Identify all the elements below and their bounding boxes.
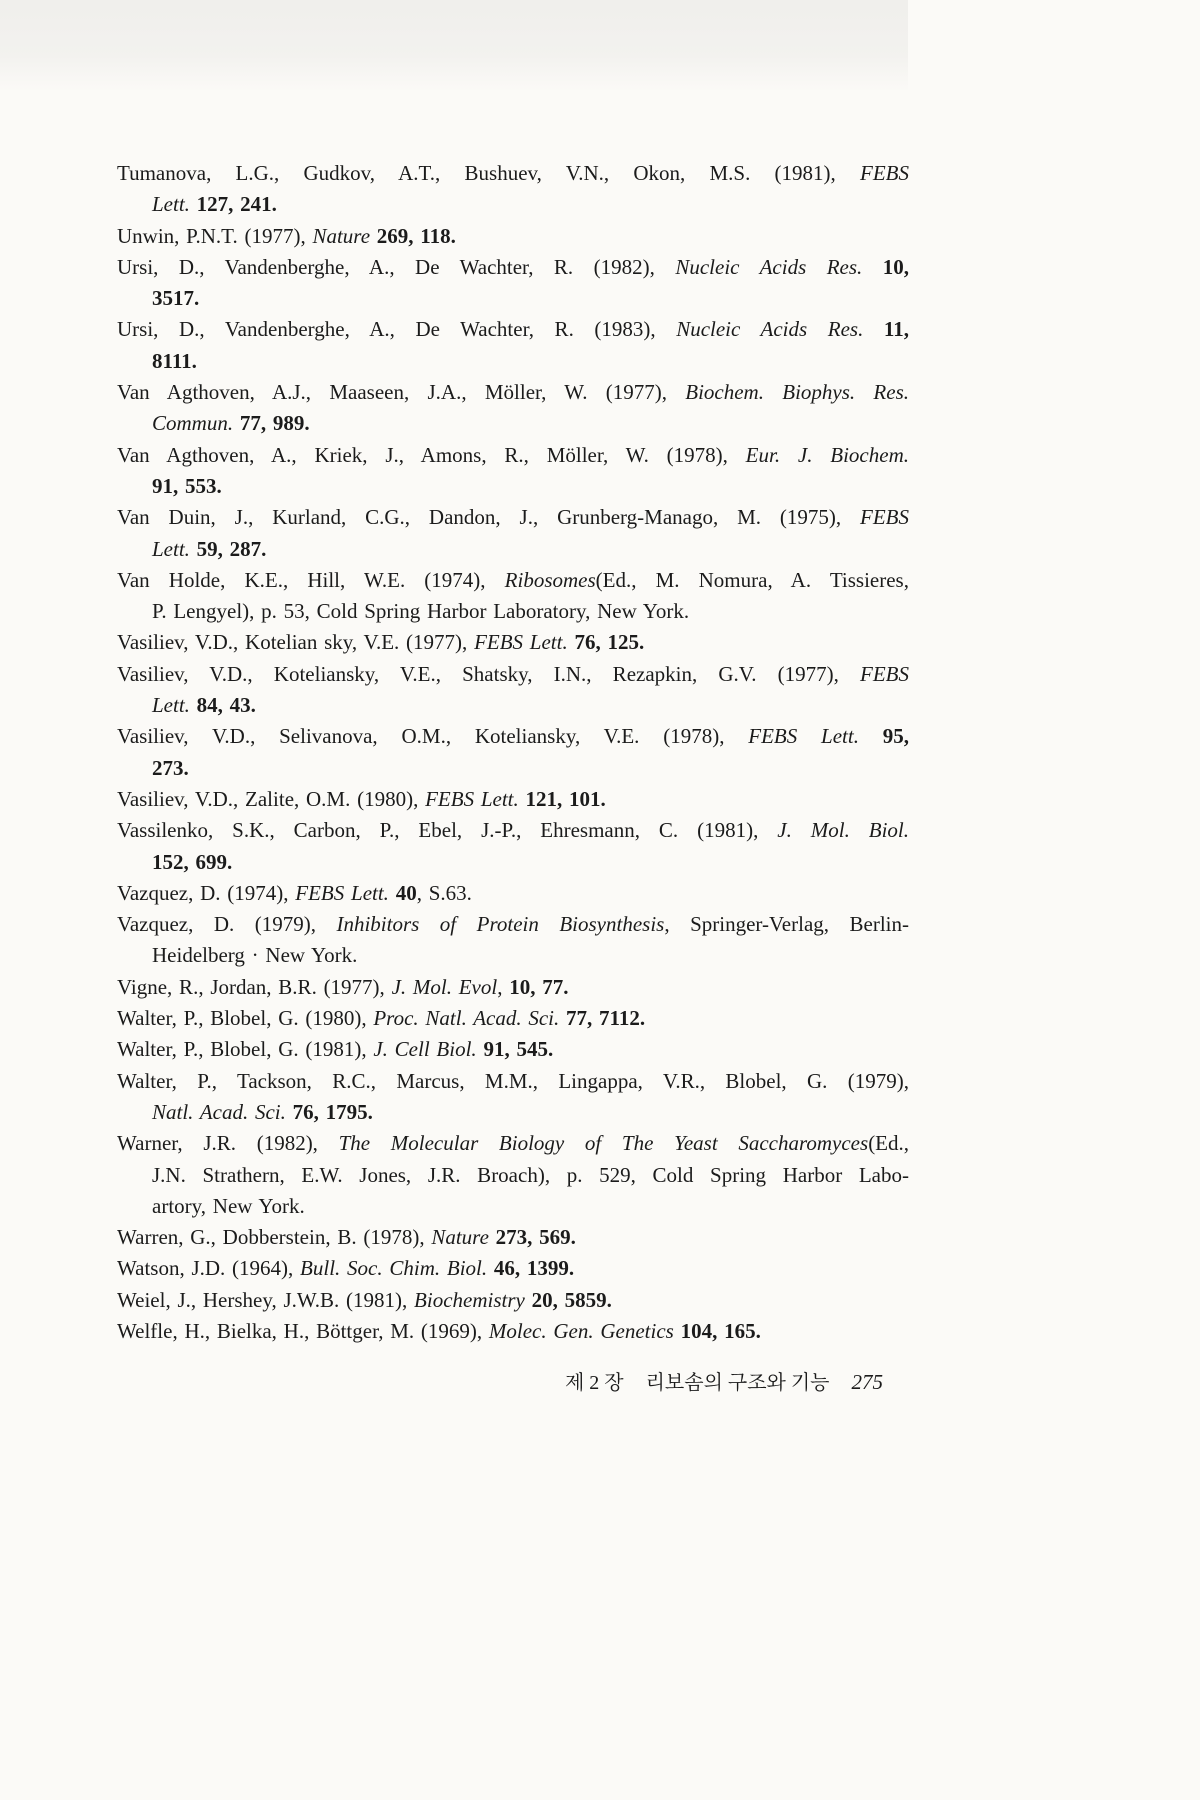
reference-entry — [117, 502, 909, 565]
reference-text-segment: 59, 287. — [196, 536, 267, 561]
reference-text-segment: 152, 699. — [152, 849, 233, 874]
reference-text-segment: Lett. — [152, 536, 197, 561]
reference-text-segment: Vasiliev, V.D., Kotelian sky, V.E. (1977), — [117, 630, 475, 655]
reference-entry — [117, 972, 909, 1003]
reference-text-segment: Eur. J. Biochem. — [745, 442, 909, 467]
reference-text-segment: Van Duin, J., Kurland, C.G., Dandon, J., Grunberg-Manago, M. (1975), — [117, 505, 861, 530]
reference-line — [117, 659, 909, 690]
reference-line — [117, 314, 909, 345]
page-number: 275 — [851, 1370, 883, 1394]
reference-text-segment: 91, 545. — [483, 1037, 554, 1062]
reference-line — [117, 627, 909, 658]
reference-line — [117, 1253, 909, 1284]
reference-text-segment: J. Mol. Evol — [391, 974, 498, 999]
reference-text-segment: Vigne, R., Jordan, B.R. (1977), — [117, 974, 392, 999]
reference-line — [117, 221, 909, 252]
reference-line — [117, 565, 909, 596]
reference-entry — [117, 1066, 909, 1129]
reference-entry — [117, 815, 909, 878]
reference-text-segment: FEBS Lett. — [474, 630, 575, 655]
reference-text-segment: 3517. — [152, 286, 200, 311]
reference-text-segment: Molec. Gen. Genetics — [488, 1318, 681, 1343]
reference-text-segment: FEBS — [860, 661, 909, 686]
reference-line — [117, 815, 909, 846]
reference-text-segment: Unwin, P.N.T. (1977), — [117, 223, 313, 248]
reference-entry — [117, 627, 909, 658]
reference-text-segment: J. Cell Biol. — [373, 1037, 484, 1062]
reference-line — [117, 189, 909, 220]
reference-text-segment: Vazquez, D. (1974), — [117, 880, 296, 905]
reference-text-segment: , S.63. — [416, 880, 472, 905]
reference-entry — [117, 440, 909, 503]
reference-line — [117, 471, 909, 502]
reference-entry — [117, 252, 909, 315]
reference-line — [117, 1128, 909, 1159]
reference-text-segment: 273, 569. — [495, 1225, 576, 1250]
reference-text-segment: Lett. — [152, 693, 197, 718]
reference-text-segment: Lett. — [152, 192, 197, 217]
reference-text-segment: Commun. — [152, 411, 240, 436]
reference-line — [117, 377, 909, 408]
reference-text-segment: Van Agthoven, A.J., Maaseen, J.A., Möller, W. (1977), — [117, 380, 686, 405]
reference-text-segment: 77, 989. — [239, 411, 310, 436]
reference-entry — [117, 721, 909, 784]
reference-entry — [117, 221, 909, 252]
reference-text-segment: Proc. Natl. Acad. Sci. — [373, 1006, 567, 1031]
reference-line — [117, 909, 909, 940]
chapter-label: 제 2 장 — [564, 1372, 624, 1394]
reference-entry — [117, 659, 909, 722]
reference-text-segment: (Ed., M. Nomura, A. Tissieres, — [595, 567, 909, 592]
reference-entry — [117, 565, 909, 628]
reference-line — [117, 784, 909, 815]
reference-line — [117, 440, 909, 471]
reference-text-segment: Nucleic Acids Res. — [676, 317, 884, 342]
reference-entry — [117, 909, 909, 972]
reference-text-segment: 8111. — [152, 348, 197, 373]
reference-line — [117, 1191, 909, 1222]
reference-entry — [117, 1034, 909, 1065]
reference-line — [117, 972, 909, 1003]
reference-line — [117, 847, 909, 878]
reference-text-segment: 11, — [883, 317, 909, 342]
reference-text-segment: FEBS Lett. — [748, 724, 883, 749]
reference-text-segment: 20, 5859. — [531, 1287, 612, 1312]
reference-entry — [117, 1316, 909, 1347]
reference-text-segment: artory, New York. — [152, 1193, 305, 1218]
reference-text-segment: Walter, P., Blobel, G. (1981), — [117, 1037, 374, 1062]
reference-entry — [117, 1222, 909, 1253]
reference-text-segment: , Springer-Verlag, Berlin- — [664, 912, 909, 937]
reference-text-segment: FEBS — [860, 505, 909, 530]
reference-text-segment: 127, 241. — [196, 192, 277, 217]
reference-text-segment: 273. — [152, 755, 189, 780]
reference-text-segment: Nucleic Acids Res. — [675, 254, 883, 279]
reference-line — [117, 940, 909, 971]
reference-text-segment: Weiel, J., Hershey, J.W.B. (1981), — [117, 1287, 415, 1312]
reference-entry — [117, 784, 909, 815]
reference-text-segment: Tumanova, L.G., Gudkov, A.T., Bushuev, V.N., Okon, M.S. (1981), — [117, 161, 861, 185]
reference-text-segment: Warren, G., Dobberstein, B. (1978), — [117, 1225, 432, 1250]
reference-text-segment: Ursi, D., Vandenberghe, A., De Wachter, R. (1982), — [117, 254, 676, 279]
reference-text-segment: Nature — [431, 1225, 496, 1250]
reference-line — [117, 1160, 909, 1191]
reference-line — [117, 502, 909, 533]
reference-text-segment: 91, 553. — [152, 473, 222, 498]
reference-text-segment: Vasiliev, V.D., Zalite, O.M. (1980), — [117, 786, 426, 811]
reference-line — [117, 596, 909, 627]
reference-line — [117, 408, 909, 439]
reference-text-segment: 10, — [882, 254, 909, 279]
reference-text-segment: Vazquez, D. (1979), — [117, 912, 337, 937]
reference-line — [117, 878, 909, 909]
reference-text-segment: 76, 1795. — [292, 1099, 373, 1124]
page-footer — [117, 1366, 909, 1395]
reference-text-segment: 104, 165. — [680, 1318, 761, 1343]
reference-text-segment: Vassilenko, S.K., Carbon, P., Ebel, J.-P., Ehresmann, C. (1981), — [117, 818, 778, 843]
reference-entry — [117, 1253, 909, 1284]
reference-text-segment: 46, 1399. — [493, 1256, 575, 1281]
reference-text-segment: 40 — [395, 880, 417, 905]
reference-text-segment: 76, 125. — [574, 630, 645, 655]
reference-text-segment: Vasiliev, V.D., Selivanova, O.M., Koteliansky, V.E. (1978), — [117, 724, 749, 749]
reference-line — [117, 346, 909, 377]
reference-text-segment: 269, 118. — [376, 223, 456, 248]
reference-text-segment: FEBS Lett. — [295, 880, 396, 905]
reference-text-segment: , — [497, 974, 510, 999]
reference-line — [117, 1066, 909, 1097]
reference-entry — [117, 314, 909, 377]
reference-text-segment: FEBS Lett. — [425, 786, 526, 811]
reference-line — [117, 690, 909, 721]
reference-text-segment: Natl. Acad. Sci. — [152, 1099, 293, 1124]
reference-text-segment: Welfle, H., Bielka, H., Böttger, M. (1969), — [117, 1318, 489, 1343]
reference-line — [117, 1285, 909, 1316]
reference-text-segment: 84, 43. — [196, 693, 256, 718]
reference-text-segment: Van Holde, K.E., Hill, W.E. (1974), — [117, 567, 505, 592]
reference-line — [117, 158, 909, 189]
reference-text-segment: J.N. Strathern, E.W. Jones, J.R. Broach), p. 529, Cold Spring Harbor Labo- — [152, 1162, 909, 1187]
reference-text-segment: Ursi, D., Vandenberghe, A., De Wachter, R. (1983), — [117, 317, 677, 342]
reference-line — [117, 252, 909, 283]
references-list — [117, 158, 909, 1347]
reference-text-segment: Walter, P., Tackson, R.C., Marcus, M.M., Lingappa, V.R., Blobel, G. (1979), — [117, 1068, 909, 1093]
reference-text-segment: J. Mol. Biol. — [777, 818, 909, 843]
reference-line — [117, 1316, 909, 1347]
reference-text-segment: (Ed., — [868, 1131, 910, 1156]
reference-line — [117, 1222, 909, 1253]
reference-entry — [117, 377, 909, 440]
reference-text-segment: Van Agthoven, A., Kriek, J., Amons, R., Möller, W. (1978), — [117, 442, 746, 467]
reference-text-segment: 95, — [882, 724, 910, 749]
reference-text-segment: 77, 7112. — [566, 1006, 646, 1031]
reference-entry — [117, 1003, 909, 1034]
reference-text-segment: Heidelberg · New York. — [152, 943, 358, 968]
scan-shading-artifact — [0, 0, 908, 92]
reference-text-segment: 121, 101. — [525, 786, 606, 811]
reference-text-segment: Walter, P., Blobel, G. (1980), — [117, 1006, 374, 1031]
reference-line — [117, 753, 909, 784]
reference-entry — [117, 1128, 909, 1222]
reference-line — [117, 283, 909, 314]
reference-entry — [117, 158, 909, 221]
reference-line — [117, 1034, 909, 1065]
chapter-title: 리보솜의 구조와 기능 — [645, 1372, 830, 1394]
reference-text-segment: Biochemistry — [414, 1287, 532, 1312]
reference-text-segment: Ribosomes — [504, 567, 596, 592]
reference-text-segment: Inhibitors of Protein Biosynthesis — [336, 912, 665, 937]
reference-text-segment: Nature — [312, 223, 377, 248]
reference-text-segment: FEBS — [860, 161, 909, 185]
reference-text-segment: Biochem. Biophys. Res. — [685, 380, 909, 405]
reference-text-segment: Warner, J.R. (1982), — [117, 1131, 339, 1156]
reference-text-segment: The Molecular Biology of The Yeast Saccharomyces — [338, 1131, 869, 1156]
reference-text-segment: P. Lengyel), p. 53, Cold Spring Harbor Laboratory, New York. — [152, 599, 690, 624]
reference-text-segment: Bull. Soc. Chim. Biol. — [300, 1256, 494, 1281]
reference-text-segment: Vasiliev, V.D., Koteliansky, V.E., Shatsky, I.N., Rezapkin, G.V. (1977), — [117, 661, 861, 686]
reference-text-segment: Watson, J.D. (1964), — [117, 1256, 301, 1281]
reference-entry — [117, 878, 909, 909]
reference-line — [117, 721, 909, 752]
reference-line — [117, 1003, 909, 1034]
reference-line — [117, 1097, 909, 1128]
reference-text-segment: 10, 77. — [509, 974, 569, 999]
reference-line — [117, 534, 909, 565]
reference-entry — [117, 1285, 909, 1316]
